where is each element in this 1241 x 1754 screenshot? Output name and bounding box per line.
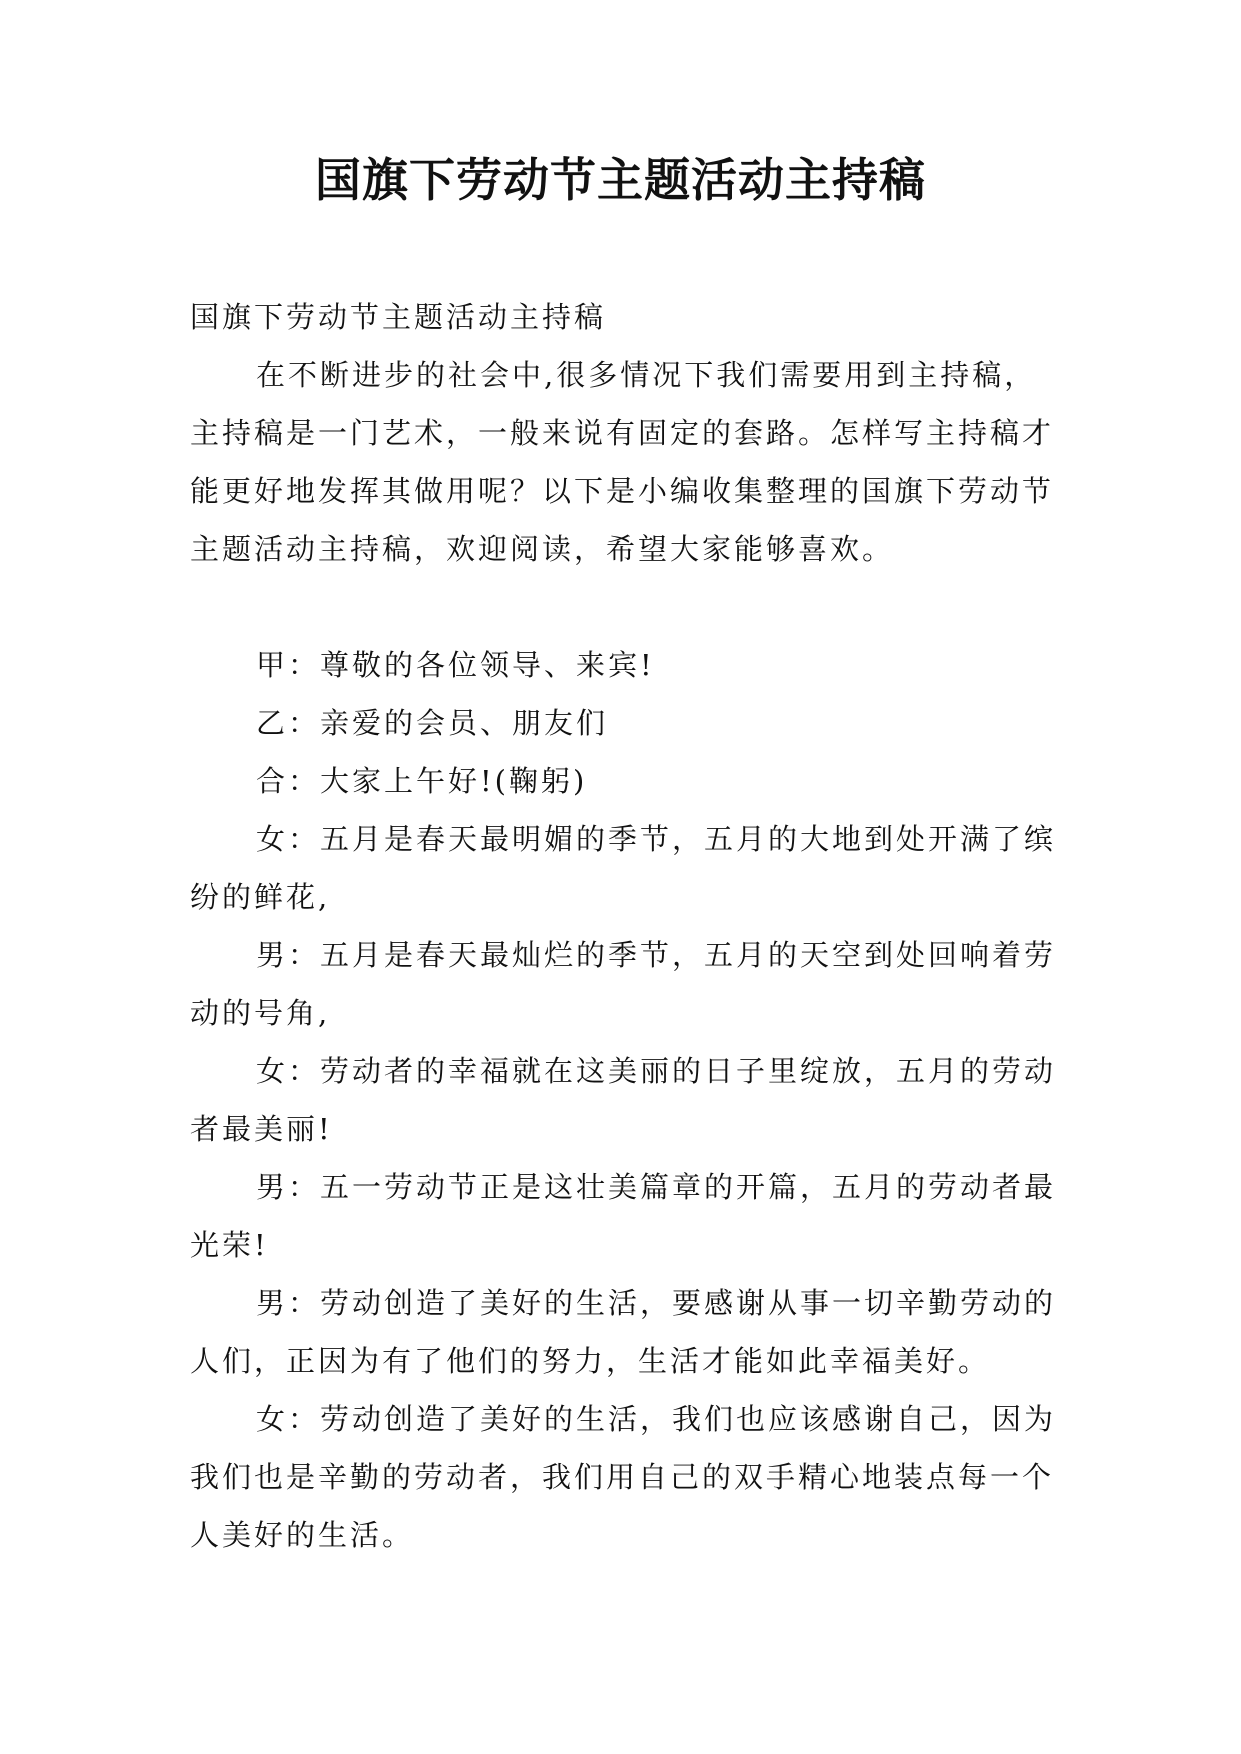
dialogue-line: 合：大家上午好!(鞠躬) xyxy=(256,764,588,798)
dialogue-line: 乙：亲爱的会员、朋友们 xyxy=(256,706,609,740)
document-subtitle: 国旗下劳动节主题活动主持稿 xyxy=(190,300,607,334)
document-title: 国旗下劳动节主题活动主持稿 xyxy=(315,153,926,207)
dialogue-line: 女：五月是春天最明媚的季节，五月的大地到处开满了缤纷的鲜花, xyxy=(190,822,1057,914)
intro-paragraph: 在不断进步的社会中,很多情况下我们需要用到主持稿，主持稿是一门艺术，一般来说有固定的套路。怎样写主持稿才能更好地发挥其做用呢？以下是小编收集整理的国旗下劳动节主题活动主持稿，欢迎阅读，希望大家能够喜欢。 xyxy=(190,358,1055,566)
dialogue-line: 女：劳动创造了美好的生活，我们也应该感谢自己，因为我们也是辛勤的劳动者，我们用自己的双手精心地装点每一个人美好的生活。 xyxy=(190,1402,1057,1552)
document-body xyxy=(190,288,1060,1564)
dialogue-line: 男：五月是春天最灿烂的季节，五月的天空到处回响着劳动的号角, xyxy=(190,938,1057,1030)
dialogue-line: 女：劳动者的幸福就在这美丽的日子里绽放，五月的劳动者最美丽! xyxy=(190,1054,1057,1146)
dialogue-line: 男：五一劳动节正是这壮美篇章的开篇，五月的劳动者最光荣! xyxy=(190,1170,1057,1262)
paragraph-spacer xyxy=(190,578,1060,636)
dialogue-line: 男：劳动创造了美好的生活，要感谢从事一切辛勤劳动的人们，正因为有了他们的努力，生活才能如此幸福美好。 xyxy=(190,1286,1057,1378)
dialogue-line: 甲：尊敬的各位领导、来宾! xyxy=(256,648,655,682)
